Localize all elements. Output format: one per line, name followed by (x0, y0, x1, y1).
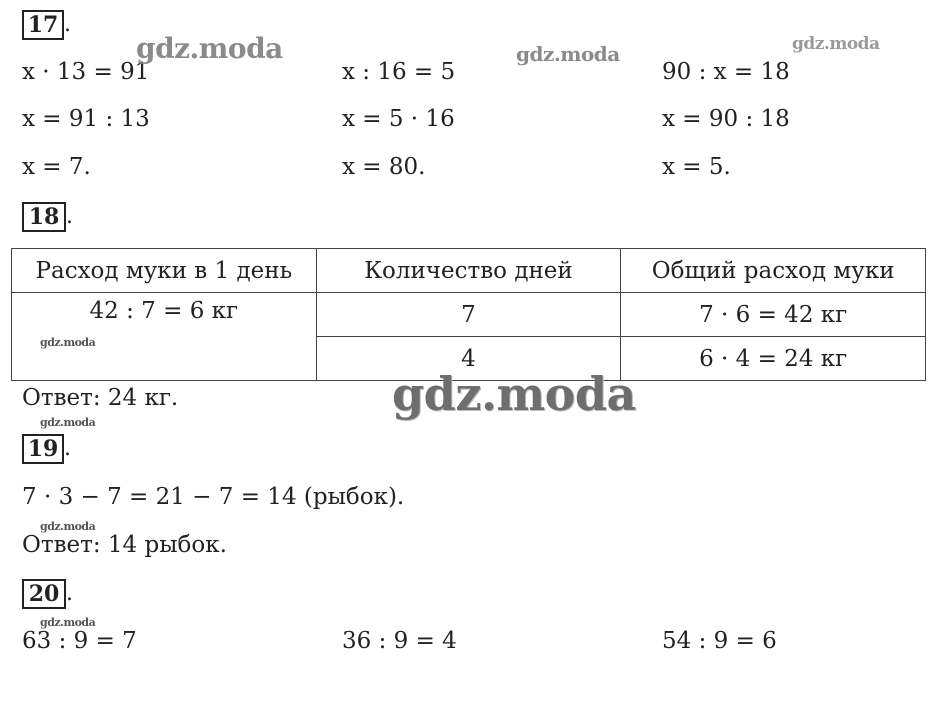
task-20-item-3: 54 : 9 = 6 (662, 628, 777, 654)
task-17-col1-line2: x = 91 : 13 (22, 106, 150, 132)
task-20-item-1: 63 : 9 = 7 (22, 628, 137, 654)
task-17-col2-line3: x = 80. (342, 154, 426, 180)
task-19-answer: Ответ: 14 рыбок. (22, 532, 227, 558)
table-header-row (12, 249, 926, 293)
flour-table (11, 248, 926, 381)
task-17-col3-line3: x = 5. (662, 154, 731, 180)
watermark: gdz.moda (792, 34, 880, 54)
watermark: gdz.moda (40, 616, 96, 629)
header-total-flour: Общий расход муки (621, 249, 926, 293)
watermark: gdz.moda (136, 32, 283, 65)
cell-total: 6 · 4 = 24 кг (621, 337, 926, 381)
task-18-number: 18 (22, 202, 66, 232)
watermark: gdz.moda (392, 367, 636, 421)
task-17-number: 17 (22, 10, 64, 40)
watermark: gdz.moda (40, 520, 96, 533)
task-17-col2-line2: x = 5 · 16 (342, 106, 455, 132)
task-20-item-2: 36 : 9 = 4 (342, 628, 457, 654)
cell-daily-rate: 42 : 7 = 6 кг (12, 293, 317, 381)
task-20-dot: . (66, 581, 73, 606)
task-17-col1-line3: x = 7. (22, 154, 91, 180)
task-19-dot: . (64, 436, 71, 461)
task-17-col3-line1: 90 : x = 18 (662, 59, 790, 85)
watermark: gdz.moda (516, 42, 620, 66)
watermark: gdz.moda (40, 336, 96, 349)
task-17-col1-line1: x · 13 = 91 (22, 59, 150, 85)
cell-total: 7 · 6 = 42 кг (621, 293, 926, 337)
cell-days: 7 (316, 293, 621, 337)
task-17-col3-line2: x = 90 : 18 (662, 106, 790, 132)
task-20-number: 20 (22, 579, 66, 609)
header-daily-flour: Расход муки в 1 день (12, 249, 317, 293)
watermark: gdz.moda (40, 416, 96, 429)
header-days-count: Количество дней (316, 249, 621, 293)
task-19-solution: 7 · 3 − 7 = 21 − 7 = 14 (рыбок). (22, 484, 405, 510)
task-19-number: 19 (22, 434, 64, 464)
task-17-dot: . (64, 12, 71, 37)
cell-days: 4 (316, 337, 621, 381)
task-17-col2-line1: x : 16 = 5 (342, 59, 456, 85)
task-18-answer: Ответ: 24 кг. (22, 385, 179, 411)
task-18-dot: . (66, 204, 73, 229)
table-row (12, 293, 926, 337)
